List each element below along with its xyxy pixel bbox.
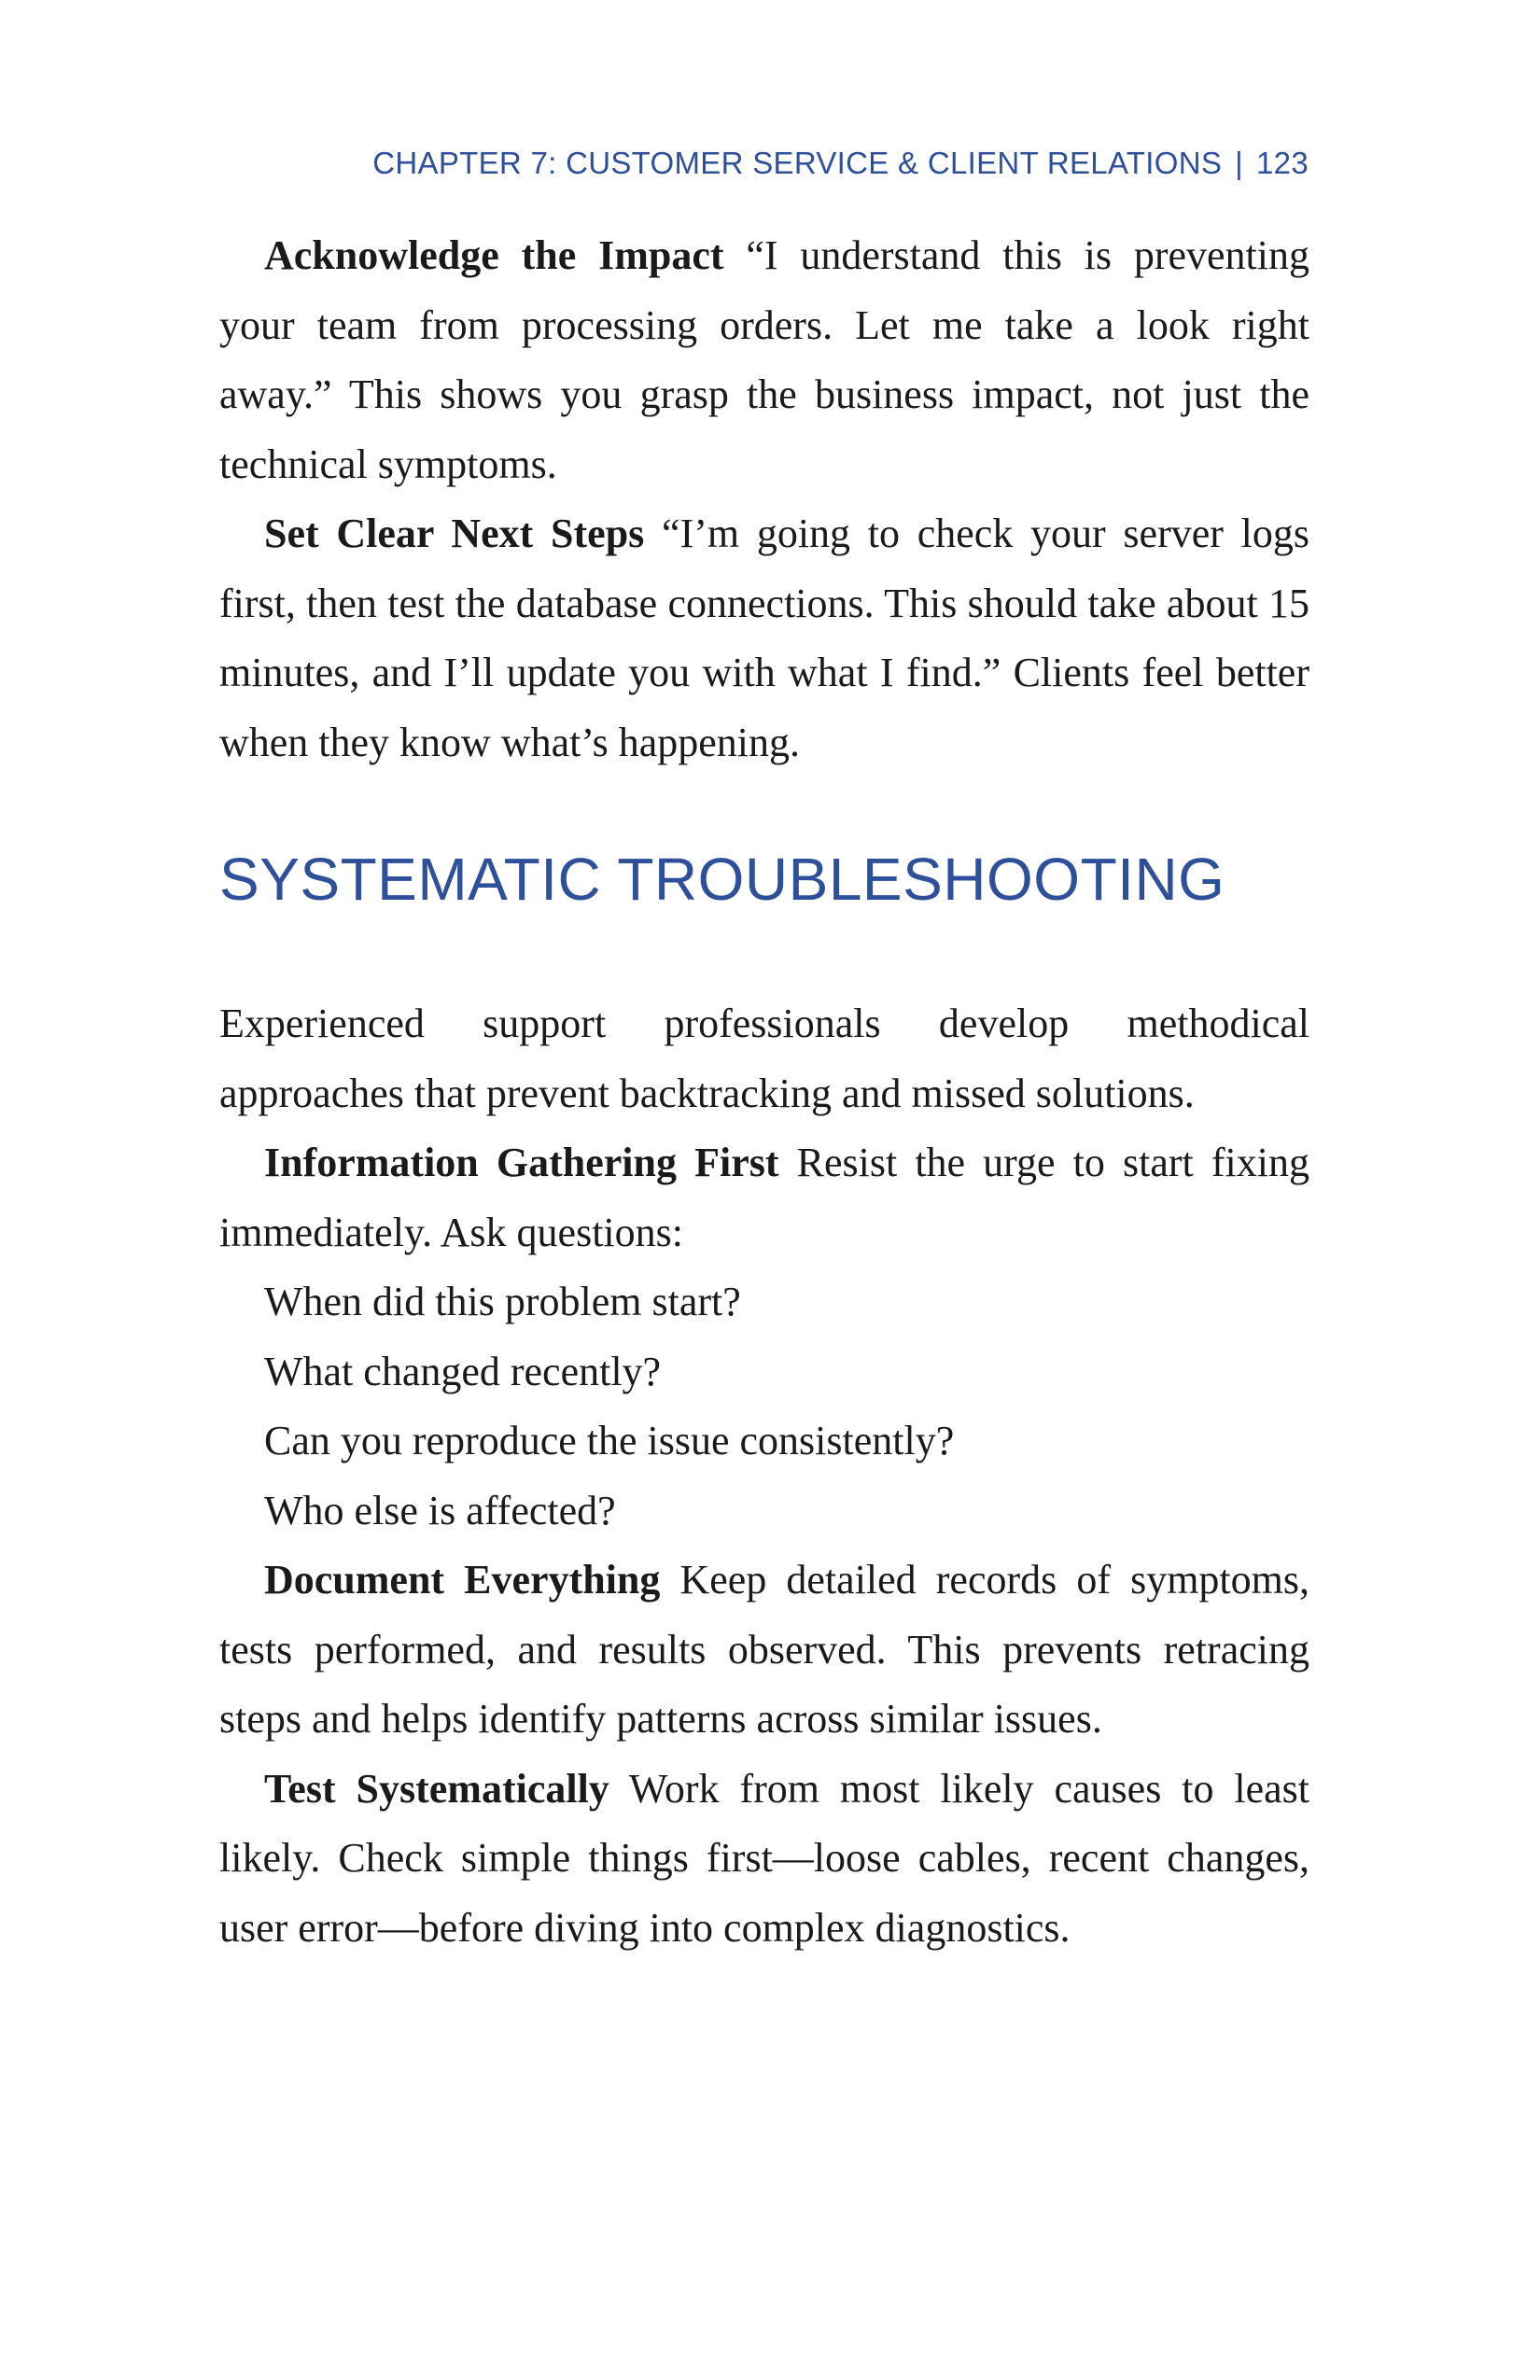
paragraph-opening: Experienced support professionals develop methodical approaches that prevent backtracking and missed solutions. [219,1001,1309,1116]
question-item: Can you reproduce the issue consistently? [264,1418,955,1463]
header-separator: | [1235,146,1244,180]
section-heading: SYSTEMATIC TROUBLESHOOTING [219,846,1225,913]
running-header [372,146,1309,181]
paragraph-body: Work from most likely causes to least likely. Check simple things first—loose cables, recent changes, user error—before diving into complex diagnostics. [219,1765,1309,1951]
paragraph-info-gathering [219,1128,1309,1267]
question-item: Who else is affected? [264,1487,616,1533]
paragraph-lead: Set Clear Next Steps [264,511,645,556]
question-item: What changed recently? [264,1348,662,1394]
paragraph-next-steps [219,499,1309,777]
paragraph-acknowledge-impact [219,221,1309,499]
paragraph-test-systematically [219,1755,1309,1964]
paragraph-lead: Acknowledge the Impact [264,232,724,278]
question-item: When did this problem start? [264,1279,741,1324]
paragraph-document-everything [219,1546,1309,1755]
paragraph-lead: Information Gathering First [264,1140,779,1185]
section-text-block [219,989,1309,1963]
paragraph-body: “I understand this is preventing your team from processing orders. Let me take a look right away.” This shows you grasp the business impact, not just the technical symptoms. [219,232,1310,487]
paragraph-lead: Test Systematically [264,1765,609,1812]
paragraph-body: Resist the urge to start fixing immediately. Ask questions: [219,1140,1309,1255]
intro-text-block [219,221,1309,777]
page-number: 123 [1256,146,1309,180]
paragraph-body: Keep detailed records of symptoms, tests performed, and results observed. This prevents retracing steps and helps identify patterns across similar issues. [219,1557,1310,1742]
paragraph-lead: Document Everything [264,1557,661,1603]
chapter-title: CHAPTER 7: CUSTOMER SERVICE & CLIENT RELATIONS [372,146,1223,180]
paragraph-body: “I’m going to check your server logs first, then test the database connections. This should take about 15 minutes, and I’ll update you with what I find.” Clients feel better when they know what’s happening. [219,511,1309,765]
